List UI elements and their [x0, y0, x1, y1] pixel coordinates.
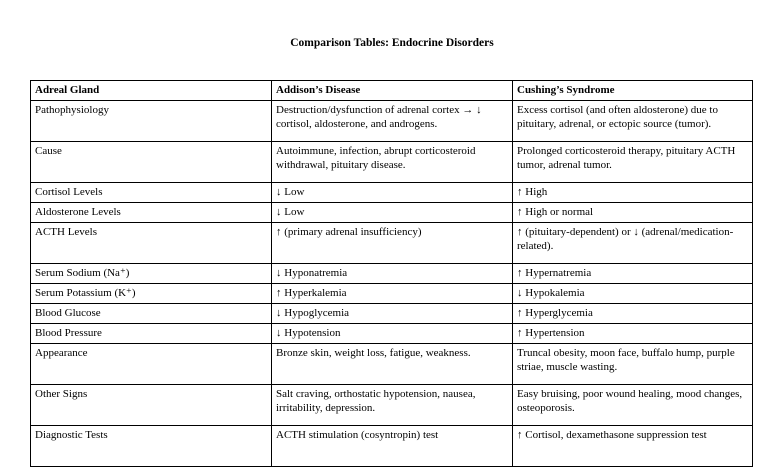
header-addisons: Addison’s Disease — [272, 81, 513, 101]
row-addisons: ↑ (primary adrenal insufficiency) — [272, 223, 513, 264]
row-parameter: Diagnostic Tests — [31, 426, 272, 467]
row-cushings: ↓ Hypokalemia — [513, 284, 753, 304]
row-parameter: Cortisol Levels — [31, 183, 272, 203]
row-cushings: ↑ Hyperglycemia — [513, 304, 753, 324]
row-parameter: Serum Sodium (Na⁺) — [31, 264, 272, 284]
row-cushings: ↑ High — [513, 183, 753, 203]
table-row — [31, 101, 753, 142]
table-row — [31, 324, 753, 344]
row-cushings: Easy bruising, poor wound healing, mood changes, osteoporosis. — [513, 385, 753, 426]
header-parameter: Adreal Gland — [31, 81, 272, 101]
table-row — [31, 223, 753, 264]
row-cushings: ↑ Cortisol, dexamethasone suppression test — [513, 426, 753, 467]
table-row — [31, 385, 753, 426]
row-addisons: Autoimmune, infection, abrupt corticosteroid withdrawal, pituitary disease. — [272, 142, 513, 183]
table-row — [31, 344, 753, 385]
row-addisons: ↑ Hyperkalemia — [272, 284, 513, 304]
table-row — [31, 264, 753, 284]
row-cushings: Truncal obesity, moon face, buffalo hump, purple striae, muscle wasting. — [513, 344, 753, 385]
row-parameter: Blood Pressure — [31, 324, 272, 344]
table-row — [31, 203, 753, 223]
row-addisons: ↓ Hypotension — [272, 324, 513, 344]
row-parameter: Serum Potassium (K⁺) — [31, 284, 272, 304]
table-row — [31, 304, 753, 324]
row-addisons: Salt craving, orthostatic hypotension, nausea, irritability, depression. — [272, 385, 513, 426]
row-parameter: Pathophysiology — [31, 101, 272, 142]
row-addisons: Bronze skin, weight loss, fatigue, weakness. — [272, 344, 513, 385]
row-parameter: Appearance — [31, 344, 272, 385]
row-cushings: ↑ Hypernatremia — [513, 264, 753, 284]
row-cushings: ↑ (pituitary-dependent) or ↓ (adrenal/medication-related). — [513, 223, 753, 264]
comparison-table — [30, 80, 753, 467]
table-row — [31, 142, 753, 183]
header-cushings: Cushing’s Syndrome — [513, 81, 753, 101]
row-addisons: ACTH stimulation (cosyntropin) test — [272, 426, 513, 467]
row-parameter: Aldosterone Levels — [31, 203, 272, 223]
table-header-row — [31, 81, 753, 101]
row-cushings: Excess cortisol (and often aldosterone) due to pituitary, adrenal, or ectopic source (tumor). — [513, 101, 753, 142]
table-row — [31, 183, 753, 203]
row-parameter: Cause — [31, 142, 272, 183]
document-title: Comparison Tables: Endocrine Disorders — [290, 37, 494, 49]
row-addisons: ↓ Hyponatremia — [272, 264, 513, 284]
row-parameter: Blood Glucose — [31, 304, 272, 324]
row-addisons: ↓ Low — [272, 183, 513, 203]
row-parameter: ACTH Levels — [31, 223, 272, 264]
row-addisons: ↓ Hypoglycemia — [272, 304, 513, 324]
row-addisons: Destruction/dysfunction of adrenal cortex → ↓ cortisol, aldosterone, and androgens. — [272, 101, 513, 142]
table-row — [31, 426, 753, 467]
row-parameter: Other Signs — [31, 385, 272, 426]
table-row — [31, 284, 753, 304]
row-addisons: ↓ Low — [272, 203, 513, 223]
row-cushings: Prolonged corticosteroid therapy, pituitary ACTH tumor, adrenal tumor. — [513, 142, 753, 183]
row-cushings: ↑ High or normal — [513, 203, 753, 223]
row-cushings: ↑ Hypertension — [513, 324, 753, 344]
